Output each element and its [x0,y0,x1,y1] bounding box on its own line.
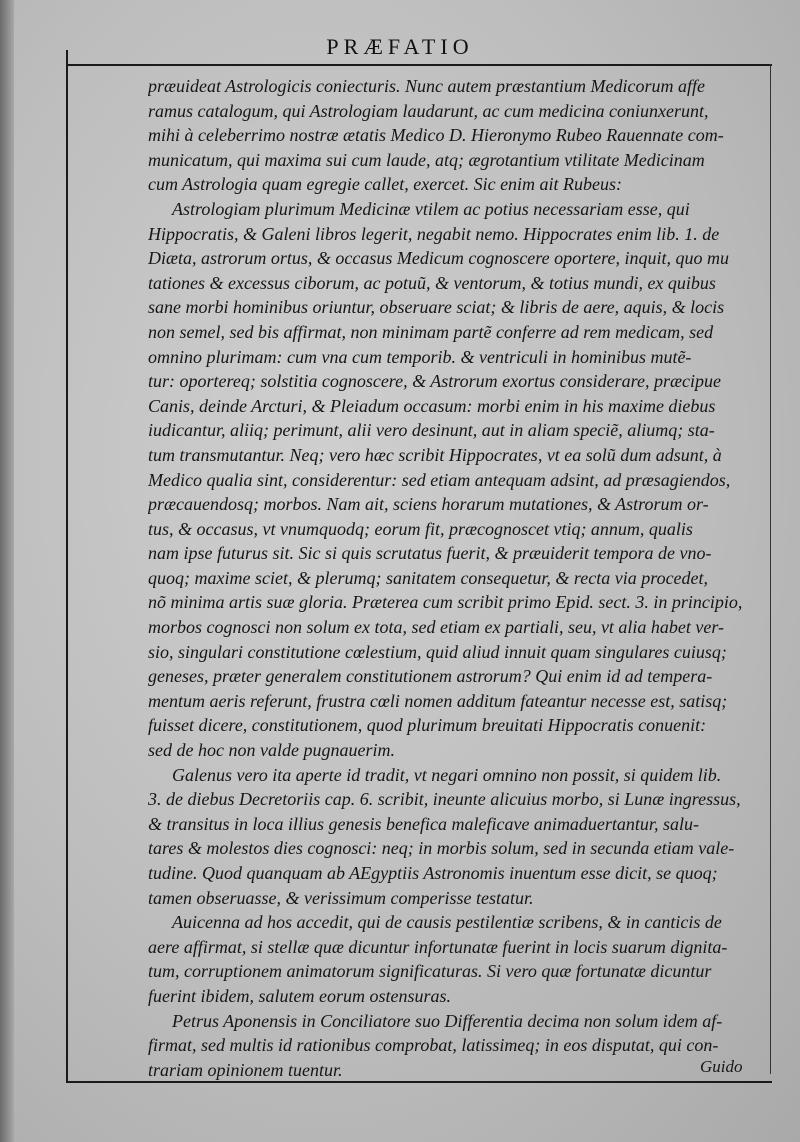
text-line: mentum aeris referunt, frustra cœli nomen additum fateantur necesse est, satisq; [148,690,728,711]
left-rule [66,50,68,1082]
text-line: ramus catalogum, qui Astrologiam laudarunt, ac cum medicina coniunxerunt, [148,100,709,121]
text-line: tamen obseruasse, & verissimum comperisse testatur. [148,887,534,908]
paragraph-start-line: Petrus Aponensis in Conciliatore suo Differentia decima non solum idem af- [172,1010,723,1031]
text-line: tur: oportereq; solstitia cognoscere, & Astrorum exortus considerare, præcipue [148,371,721,392]
text-line: fuisset dicere, constitutionem, quod plurimum breuitati Hippocratis conuenit: [148,715,707,736]
text-line: cum Astrologia quam egregie callet, exercet. Sic enim ait Rubeus: [148,174,623,195]
text-line: aere affirmat, si stellæ quæ dicuntur infortunatæ fuerint in locis suarum dignita- [148,936,728,957]
text-line: morbos cognosci non solum ex tota, sed etiam ex partiali, seu, vt alia habet ver- [148,617,725,638]
text-line: tationes & excessus ciborum, ac potuũ, & ventorum, & totius mundi, ex quibus [148,272,716,293]
paragraph-start-line: Galenus vero ita aperte id tradit, vt negari omnino non possit, si quidem lib. [172,764,722,785]
text-line: Canis, deinde Arcturi, & Pleiadum occasum: morbi enim in his maxime diebus [148,395,716,416]
text-line: municatum, qui maxima sui cum laude, atq; ægrotantium vtilitate Medicinam [148,149,705,170]
text-line: sio, singulari constitutione cœlestium, quid aliud innuit quam singulares cuiusq; [148,641,727,662]
text-line: mihi à celeberrimo nostræ ætatis Medico D. Hieronymo Rubeo Rauennate com- [148,125,724,146]
text-line: iudicantur, aliiq; perimunt, alii vero desinunt, aut in aliam speciẽ, aliumq; sta- [148,420,715,441]
text-line: nam ipse futurus sit. Sic si quis scrutatus fuerit, & præuiderit tempora de vno- [148,543,712,564]
text-line: sane morbi hominibus oriuntur, obseruare sciat; & libris de aere, aquis, & locis [148,297,725,318]
text-line: tum, corruptionem animatorum significaturas. Si vero quæ fortunatæ dicuntur [148,961,712,982]
text-line: Diæta, astrorum ortus, & occasus Medicum cognoscere oportere, inquit, quo mu [148,248,729,269]
paragraph-start-line: Auicenna ad hos accedit, qui de causis pestilentiæ scribens, & in canticis de [172,912,722,933]
top-rule [66,64,772,66]
catchword: Guido [700,1057,743,1076]
body-text [148,74,760,1082]
text-line: tum transmutantur. Neq; vero hæc scribit Hippocrates, vt ea solũ dum adsunt, à [148,444,722,465]
right-rule [770,64,771,1074]
text-line: sed de hoc non valde pugnauerim. [148,740,395,761]
text-line: geneses, præter generalem constitutionem astrorum? Qui enim id ad tempera- [148,666,713,687]
text-line: Medico qualia sint, considerentur: sed etiam antequam adsint, ad præsagiendos, [148,469,731,490]
text-line: tudine. Quod quanquam ab AEgyptiis Astronomis inuentum esse dicit, se quoq; [148,863,718,883]
text-line: 3. de diebus Decretoriis cap. 6. scribit, ineunte alicuius morbo, si Lunæ ingressus, [148,789,741,810]
text-line: trariam opinionem tuentur. [148,1059,343,1080]
text-line: tares & molestos dies cognosci: neq; in morbis solum, sed in secunda etiam vale- [148,838,735,859]
running-header: PRÆFATIO [326,34,474,59]
paragraph-start-line: Astrologiam plurimum Medicinæ vtilem ac potius necessariam esse, qui [172,198,690,219]
text-line: quoq; maxime sciet, & plerumq; sanitatem consequetur, & recta via procedet, [148,567,709,588]
text-line: præuideat Astrologicis coniecturis. Nunc autem præstantium Medicorum affe [148,76,705,96]
text-line: Hippocratis, & Galeni libros legerit, negabit nemo. Hippocrates enim lib. 1. de [148,223,720,244]
text-line: non semel, sed bis affirmat, non minimam partẽ conferre ad rem medicam, sed [148,321,714,342]
text-line: omnino plurimam: cum vna cum temporib. & ventriculi in hominibus mutẽ- [148,346,692,367]
text-line: firmat, sed multis id rationibus comprobat, latissimeq; in eos disputat, qui con- [148,1035,719,1056]
page-binding-shadow [0,0,14,1142]
text-line: tus, & occasus, vt vnumquodq; eorum fit, præcognoscet vtiq; annum, qualis [148,518,693,539]
text-line: præcauendosq; morbos. Nam ait, sciens horarum mutationes, & Astrorum or- [148,494,709,515]
text-line: & transitus in loca illius genesis benefica maleficave animaduertantur, salu- [148,813,699,834]
text-line: nõ minima artis suæ gloria. Præterea cum scribit primo Epid. sect. 3. in principio, [148,592,743,613]
text-line: fuerint ibidem, salutem eorum ostensuras. [148,985,451,1006]
